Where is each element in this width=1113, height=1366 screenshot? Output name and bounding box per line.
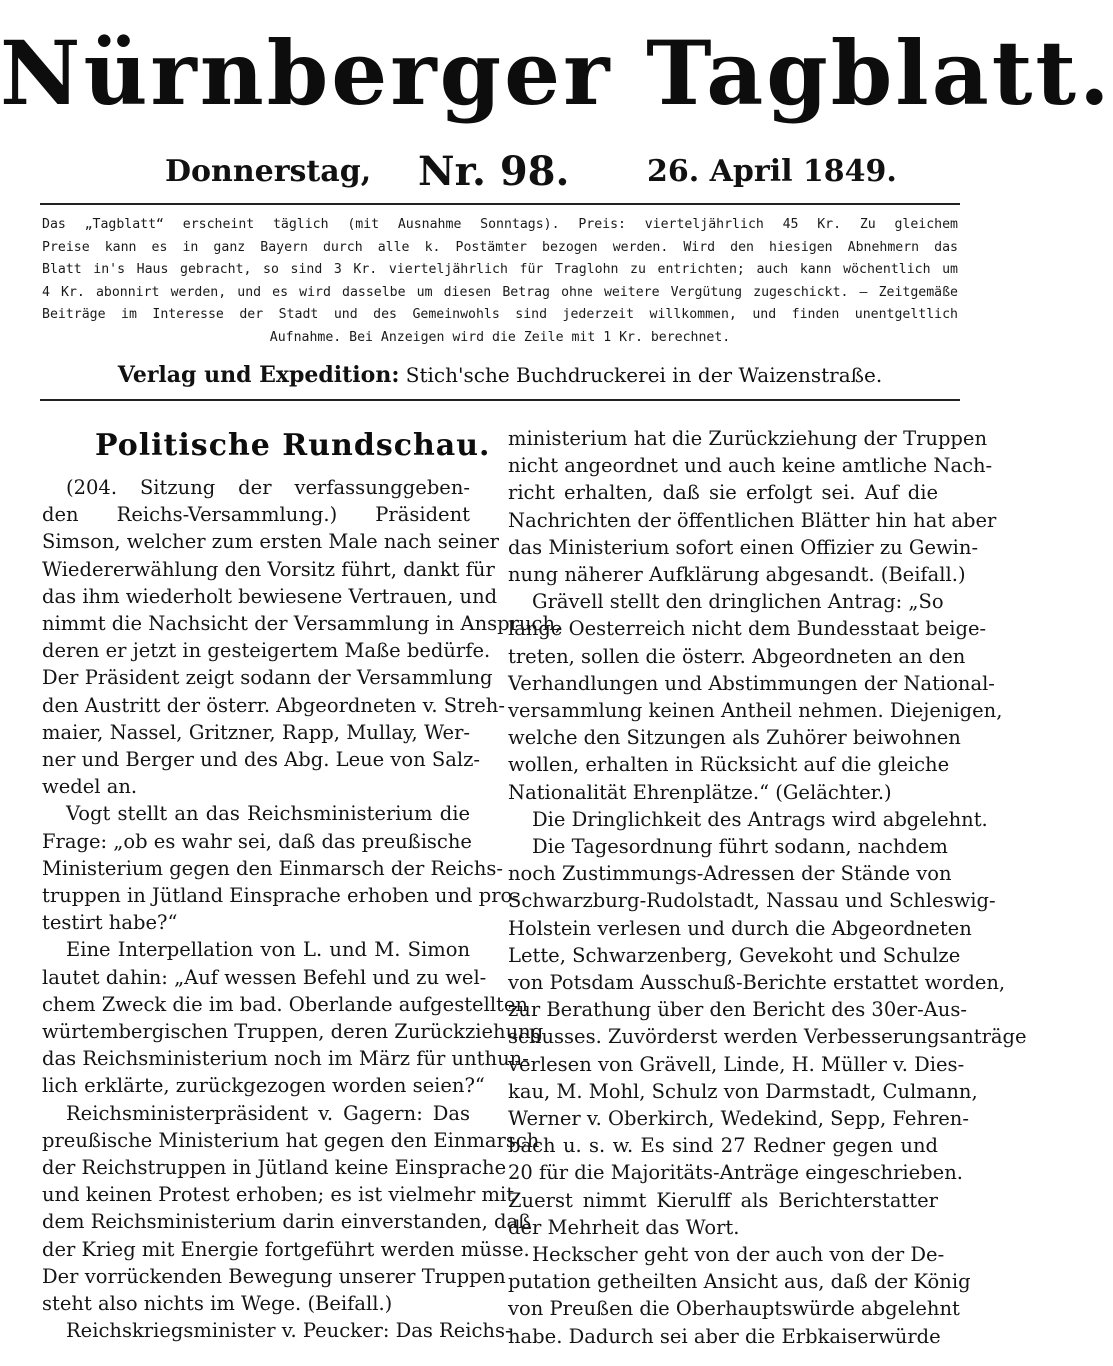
publisher-label: Verlag und Expedition: <box>117 362 400 388</box>
issue-date: 26. April 1849. <box>647 154 897 189</box>
text-line: treten, sollen die österr. Abgeordneten an den <box>508 644 966 668</box>
text-line: Verhandlungen und Abstimmungen der National- <box>508 671 995 695</box>
text-line: Der Präsident zeigt sodann der Versammlung <box>42 666 493 690</box>
text-line: nung näherer Aufklärung abgesandt. (Beifall.) <box>508 563 966 586</box>
text-line: wollen, erhalten in Rücksicht auf die gleiche <box>508 753 950 777</box>
text-line: dem Reichsministerium darin einverstanden, daß <box>42 1210 532 1234</box>
middle-rule <box>40 399 960 401</box>
text-line: noch Zustimmungs-Adressen der Stände von <box>508 862 952 886</box>
text-line: Nachrichten der öffentlichen Blätter hin hat aber <box>508 508 997 532</box>
text-line: nicht angeordnet und auch keine amtliche Nach- <box>508 454 993 478</box>
text-line: putation getheilten Ansicht aus, daß der König <box>508 1270 971 1294</box>
text-line: lich erklärte, zurückgezogen worden seien?“ <box>42 1074 485 1098</box>
issue-number: Nr. 98. <box>418 148 570 195</box>
text-line: das Reichsministerium noch im März für unthun- <box>42 1047 529 1071</box>
text-line: das Ministerium sofort einen Offizier zu Gewin- <box>508 535 979 559</box>
text-line: steht also nichts im Wege. (Beifall.) <box>42 1292 393 1315</box>
notice-line: Beiträge im Interesse der Stadt und des Gemeinwohls sind jederzeit willkommen, und finden unentgeltlich <box>42 307 958 323</box>
text-line: Holstein verlesen und durch die Abgeordneten <box>508 916 972 940</box>
text-line: der Reichstruppen in Jütland keine Einsprache <box>42 1156 507 1179</box>
notice-line: Das „Tagblatt“ erscheint täglich (mit Ausnahme Sonntags). Preis: vierteljährlich 45 Kr. Zu gleichem <box>42 217 958 232</box>
text-line: bach u. s. w. Es sind 27 Redner gegen und <box>508 1134 938 1158</box>
text-line: versammlung keinen Antheil nehmen. Diejenigen, <box>508 699 1003 722</box>
text-line: Reichskriegsminister v. Peucker: Das Reichs- <box>66 1319 512 1343</box>
text-line: den Austritt der österr. Abgeordneten v. Streh- <box>42 693 505 717</box>
text-line: richt erhalten, daß sie erfolgt sei. Auf die <box>508 481 938 505</box>
text-line: nimmt die Nachsicht der Versammlung in Anspruch, <box>42 612 562 635</box>
text-line: maier, Nassel, Gritzner, Rapp, Mullay, Wer- <box>42 720 470 744</box>
text-line: Grävell stellt den dringlichen Antrag: „So <box>532 590 944 614</box>
issue-day: Donnerstag, <box>165 154 372 189</box>
text-line: von Potsdam Ausschuß-Berichte erstattet worden, <box>508 971 1006 994</box>
text-line: Heckscher geht von der auch von der De- <box>532 1243 945 1266</box>
text-line: Nationalität Ehrenplätze.“ (Gelächter.) <box>508 780 892 804</box>
text-line: und keinen Protest erhoben; es ist vielmehr mit <box>42 1183 515 1207</box>
text-line: Vogt stellt an das Reichsministerium die <box>66 802 470 826</box>
section-title: Politische Rundschau. <box>95 428 491 463</box>
text-line: von Preußen die Oberhauptswürde abgelehnt <box>508 1297 960 1321</box>
text-line: lange Oesterreich nicht dem Bundesstaat beige- <box>508 617 987 641</box>
notice-line: Blatt in's Haus gebracht, so sind 3 Kr. vierteljährlich für Traglohn zu entrichten; auch kann wöchentlich um <box>42 262 958 278</box>
text-line: verlesen von Grävell, Linde, H. Müller v. Dies- <box>508 1052 965 1076</box>
text-line: Lette, Schwarzenberg, Gevekoht und Schulze <box>508 943 961 967</box>
notice-line: 4 Kr. abonnirt werden, und es wird dasselbe um diesen Betrag ohne weitere Vergütung zugeschickt. — Zeitgemäße <box>42 284 958 300</box>
text-line: Reichsministerpräsident v. Gagern: Das <box>66 1101 470 1125</box>
text-line: chem Zweck die im bad. Oberlande aufgestellten <box>42 992 528 1016</box>
text-line: wedel an. <box>42 775 138 799</box>
dateline <box>0 148 1000 198</box>
notice-line: Preise kann es in ganz Bayern durch alle k. Postämter bezogen werden. Wird den hiesigen Abnehmern das <box>42 239 958 255</box>
text-line: würtembergischen Truppen, deren Zurückziehung <box>42 1020 544 1043</box>
text-line: Werner v. Oberkirch, Wedekind, Sepp, Fehren- <box>508 1107 969 1130</box>
text-line: den Reichs-Versammlung.) Präsident <box>42 503 470 527</box>
text-line: preußische Ministerium hat gegen den Einmarsch <box>42 1128 540 1152</box>
text-line: 20 für die Majoritäts-Anträge eingeschrieben. <box>508 1161 963 1185</box>
text-line: das ihm wiederholt bewiesene Vertrauen, und <box>42 584 498 608</box>
text-line: lautet dahin: „Auf wessen Befehl und zu wel- <box>42 965 487 989</box>
text-line: ministerium hat die Zurückziehung der Truppen <box>508 427 988 450</box>
text-line: (204. Sitzung der verfassunggeben- <box>66 476 470 499</box>
text-line: Ministerium gegen den Einmarsch der Reichs- <box>42 856 504 880</box>
text-line: habe. Dadurch sei aber die Erbkaiserwürde <box>508 1324 941 1348</box>
text-line: der Mehrheit das Wort. <box>508 1215 740 1239</box>
publisher-line <box>0 362 1000 388</box>
text-line: Schwarzburg-Rudolstadt, Nassau und Schleswig- <box>508 889 996 913</box>
text-line: Zuerst nimmt Kierulff als Berichterstatter <box>508 1188 938 1212</box>
text-line: der Krieg mit Energie fortgeführt werden müsse. <box>42 1237 530 1261</box>
publisher-text: Stich'sche Buchdruckerei in der Waizenstraße. <box>405 363 883 387</box>
text-line: welche den Sitzungen als Zuhörer beiwohnen <box>508 726 961 750</box>
text-line: schusses. Zuvörderst werden Verbesserungsanträge <box>508 1025 1027 1049</box>
text-line: Eine Interpellation von L. und M. Simon <box>66 938 470 962</box>
text-line: Wiedererwählung den Vorsitz führt, dankt für <box>42 557 495 581</box>
text-line: Frage: „ob es wahr sei, daß das preußische <box>42 829 472 853</box>
text-line: deren er jetzt in gesteigertem Maße bedürfe. <box>42 639 491 663</box>
text-line: testirt habe?“ <box>42 911 178 935</box>
notice-line: Aufnahme. Bei Anzeigen wird die Zeile mit 1 Kr. berechnet. <box>269 329 731 345</box>
top-rule <box>40 203 960 205</box>
subscription-notice <box>42 214 958 350</box>
masthead-title: Nürnberger Tagblatt. <box>0 21 1113 125</box>
text-line: zur Berathung über den Bericht des 30er-Aus- <box>508 998 967 1022</box>
text-line: Simson, welcher zum ersten Male nach seiner <box>42 530 499 554</box>
text-line: kau, M. Mohl, Schulz von Darmstadt, Culmann, <box>508 1079 978 1103</box>
text-line: Die Tagesordnung führt sodann, nachdem <box>532 835 948 858</box>
text-line: Die Dringlichkeit des Antrags wird abgelehnt. <box>532 807 988 831</box>
text-line: ner und Berger und des Abg. Leue von Salz- <box>42 748 481 771</box>
text-line: Der vorrückenden Bewegung unserer Truppen <box>42 1264 506 1288</box>
text-line: truppen in Jütland Einsprache erhoben und pro- <box>42 884 519 907</box>
